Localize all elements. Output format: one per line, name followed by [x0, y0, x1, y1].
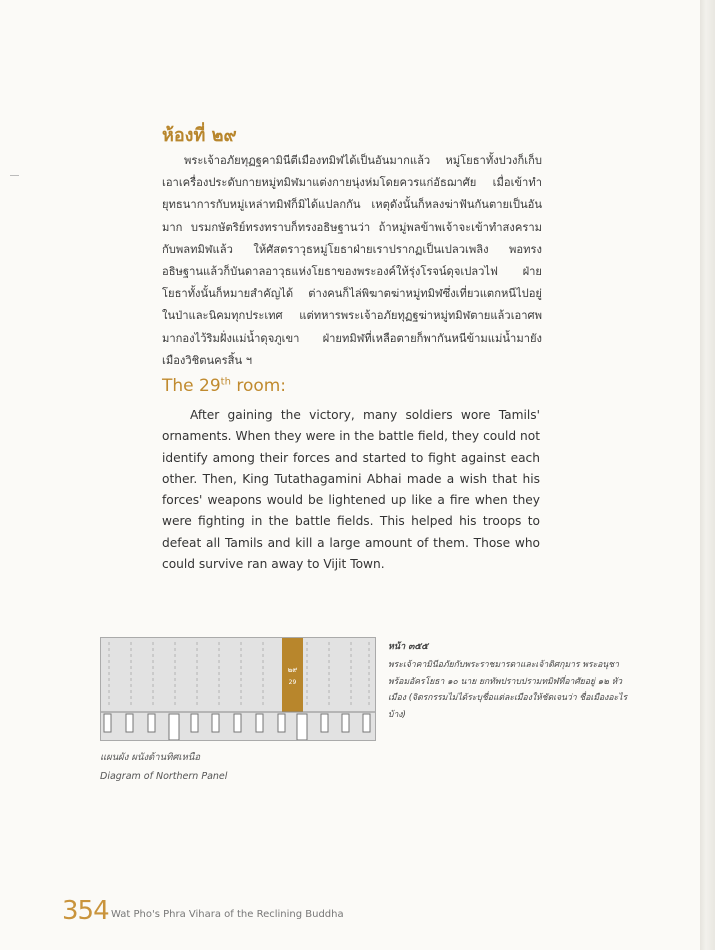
highlighted-panel-29: [282, 638, 303, 712]
thai-room-title: ห้องที่ ๒๙: [162, 125, 237, 146]
highlight-label-thai: ๒๙: [287, 666, 298, 674]
english-title-prefix: The 29: [162, 376, 221, 396]
book-spine-edge: [700, 0, 715, 950]
english-title-ordinal: th: [220, 376, 231, 388]
northern-panel-diagram: [100, 637, 376, 741]
footer-book-title: Wat Pho's Phra Vihara of the Reclining Buddha: [111, 909, 344, 920]
photo-caption-heading: หน้า ๓๕๕: [388, 642, 429, 652]
english-room-title: [162, 376, 286, 396]
english-body-text: After gaining the victory, many soldiers wore Tamils' ornaments. When they were in the battle field, they could not identify among their forces and started to fight against each other. Then, King Tutathagamini Abhai made a wish that his forces' weapons would be lightened up like a fire when they were fighting in the battle fields. This helped his troops to defeat all Tamils and kill a large amount of them. Those who could survive ran away to Vijit Town.: [162, 408, 540, 572]
photo-caption-text: พระเจ้าคามินีอภัยกับพระราชมารดาและเจ้าติศกุมาร พระอนุชา พร้อมอัครโยธา ๑๐ นาย ยกทัพปราบปรามทมิฬที่อาศัยอยู่ ๑๒ หัวเมือง (จิตรกรรมไม่ได้ระบุชื่อแต่ละเมืองให้ชัดเจนว่า ชื่อเมืองอะไรบ้าง): [388, 660, 628, 720]
page-number: 354: [62, 896, 109, 926]
margin-mark: [10, 175, 19, 176]
diagram-caption-thai: แผนผัง ผนังด้านทิศเหนือ: [100, 752, 201, 763]
thai-body-text: พระเจ้าอภัยทุฏฐคามินีตีเมืองทมิฬได้เป็นอันมากแล้ว หมู่โยธาทั้งปวงก็เก็บเอาเครื่องประดับกายหมู่ทมิฬมาแต่งกายนุ่งห่มโดยควรแก่อัธฌาศัย เมื่อเข้าทำยุทธนาการกับหมู่เหล่าทมิฬก็มิได้แปลกกัน เหตุดังนั้นก็หลงฆ่าฟันกันตายเป็นอันมาก บรมกษัตริย์ทรงทราบก็ทรงอธิษฐานว่า ถ้าหมู่พลข้าพเจ้าจะเข้าทำสงครามกับพลทมิฬแล้ว ให้ศัสตราวุธหมู่โยธาฝ่ายเราปรากฏเป็นเปลวเพลิง พอทรงอธิษฐานแล้วก็บันดาลอาวุธแห่งโยธาของพระองค์ให้รุ่งโรจน์ดุจเปลวไฟ ฝ่ายโยธาทั้งนั้นก็หมายสำคัญได้ ต่างคนก็ไล่พิฆาตฆ่าหมู่ทมิฬซึ่งเที่ยวแตกหนีไปอยู่ในป่าและนิคมทุกประเทศ แต่ทหารพระเจ้าอภัยทุฏฐฆ่าหมู่ทมิฬตายแล้วเอาศพมากองไว้ริมฝั่งแม่น้ำดุจภูเขา ฝ่ายทมิฬที่เหลือตายก็พากันหนีข้ามแม่น้ำมายังเมืองวิชิตนครสิ้น ฯ: [162, 154, 542, 367]
panel-diagram-svg: [101, 638, 375, 740]
diagram-caption-english: Diagram of Northern Panel: [100, 771, 228, 782]
english-title-suffix: room:: [230, 376, 287, 396]
photo-caption: [388, 639, 628, 723]
highlight-label-number: 29: [288, 679, 297, 686]
